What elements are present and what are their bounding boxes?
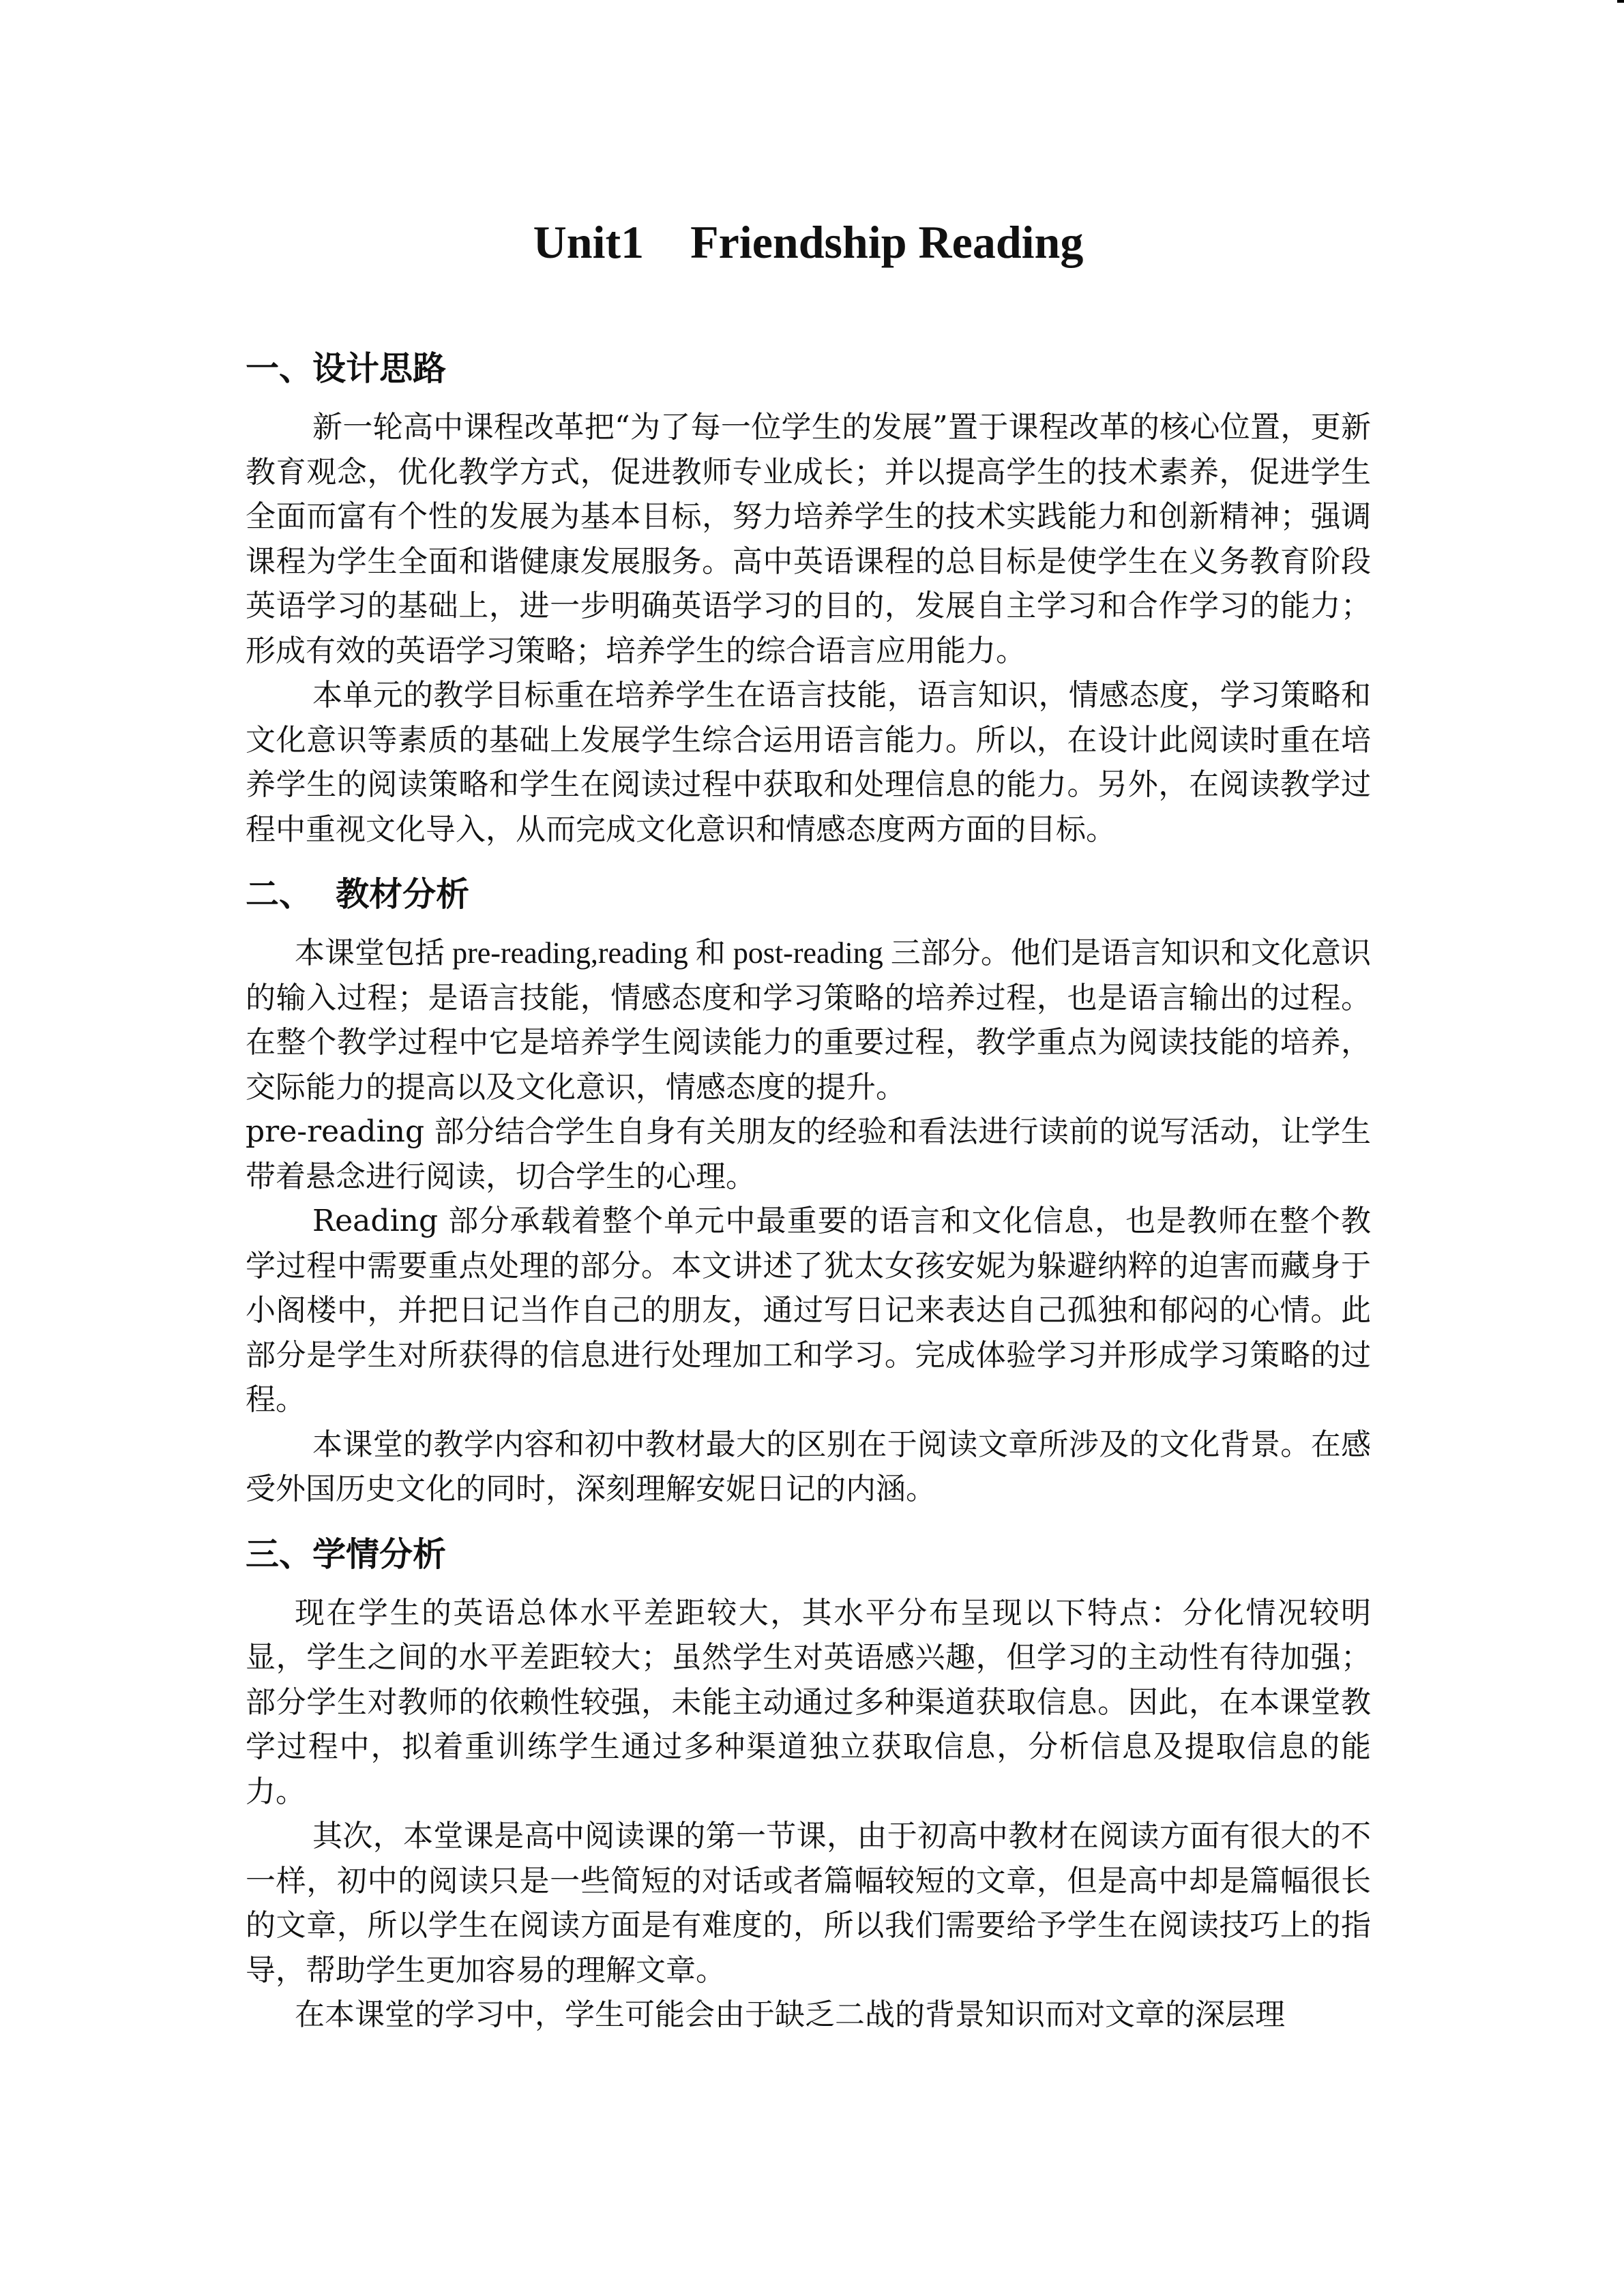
document-title: Unit1 Friendship Reading <box>533 216 1084 268</box>
section-textbook-analysis <box>246 867 1371 1512</box>
paragraph: pre-reading 部分结合学生自身有关朋友的经验和看法进行读前的说写活动，让学生带着悬念进行阅读，切合学生的心理。 <box>246 1114 1371 1194</box>
paragraph: Reading 部分承载着整个单元中最重要的语言和文化信息，也是教师在整个教学过程中需要重点处理的部分。本文讲述了犹太女孩安妮为躲避纳粹的迫害而藏身于小阁楼中，并把日记当作自己的朋友，通过写日记来表达自己孤独和郁闷的心情。此部分是学生对所获得的信息进行处理加工和学习。完成体验学习并形成学习策略的过程。 <box>246 1204 1371 1417</box>
section-design-idea <box>246 341 1371 852</box>
paragraph: 在本课堂的学习中，学生可能会由于缺乏二战的背景知识而对文章的深层理 <box>295 1997 1285 2032</box>
paragraph: 本课堂包括 pre-reading,reading 和 post-reading 三部分。他们是语言知识和文化意识的输入过程；是语言技能，情感态度和学习策略的培养过程，也是语言输出的过程。在整个教学过程中它是培养学生阅读能力的重要过程，教学重点为阅读技能的培养，交际能力的提高以及文化意识，情感态度的提升。 <box>246 936 1371 1104</box>
paragraph: 现在学生的英语总体水平差距较大，其水平分布呈现以下特点：分化情况较明显，学生之间的水平差距较大；虽然学生对英语感兴趣，但学习的主动性有待加强；部分学生对教师的依赖性较强，未能主动通过多种渠道获取信息。因此，在本课堂教学过程中，拟着重训练学生通过多种渠道独立获取信息，分析信息及提取信息的能力。 <box>246 1595 1371 1809</box>
paragraph: 新一轮高中课程改革把“为了每一位学生的发展”置于课程改革的核心位置，更新教育观念，优化教学方式，促进教师专业成长；并以提高学生的技术素养，促进学生全面而富有个性的发展为基本目标，努力培养学生的技术实践能力和创新精神；强调课程为学生全面和谐健康发展服务。高中英语课程的总目标是使学生在义务教育阶段英语学习的基础上，进一步明确英语学习的目的，发展自主学习和合作学习的能力；形成有效的英语学习策略；培养学生的综合语言应用能力。 <box>246 410 1371 668</box>
paragraph: 本单元的教学目标重在培养学生在语言技能，语言知识，情感态度，学习策略和文化意识等素质的基础上发展学生综合运用语言能力。所以，在设计此阅读时重在培养学生的阅读策略和学生在阅读过程中获取和处理信息的能力。另外，在阅读教学过程中重视文化导入，从而完成文化意识和情感态度两方面的目标。 <box>246 678 1371 847</box>
top-edge-mark <box>1617 0 1624 3</box>
section-heading: 一、设计思路 <box>246 348 447 388</box>
section-heading: 三、学情分析 <box>246 1534 447 1574</box>
paragraph: 其次，本堂课是高中阅读课的第一节课，由于初高中教材在阅读方面有很大的不一样，初中的阅读只是一些简短的对话或者篇幅较短的文章，但是高中却是篇幅很长的文章，所以学生在阅读方面是有难度的，所以我们需要给予学生在阅读技巧上的指导，帮助学生更加容易的理解文章。 <box>246 1819 1371 1988</box>
section-heading: 二、 教材分析 <box>246 874 470 914</box>
paragraph: 本课堂的教学内容和初中教材最大的区别在于阅读文章所涉及的文化背景。在感受外国历史文化的同时，深刻理解安妮日记的内涵。 <box>246 1427 1371 1506</box>
document-body <box>246 201 1371 2053</box>
section-learner-analysis <box>246 1527 1371 2038</box>
